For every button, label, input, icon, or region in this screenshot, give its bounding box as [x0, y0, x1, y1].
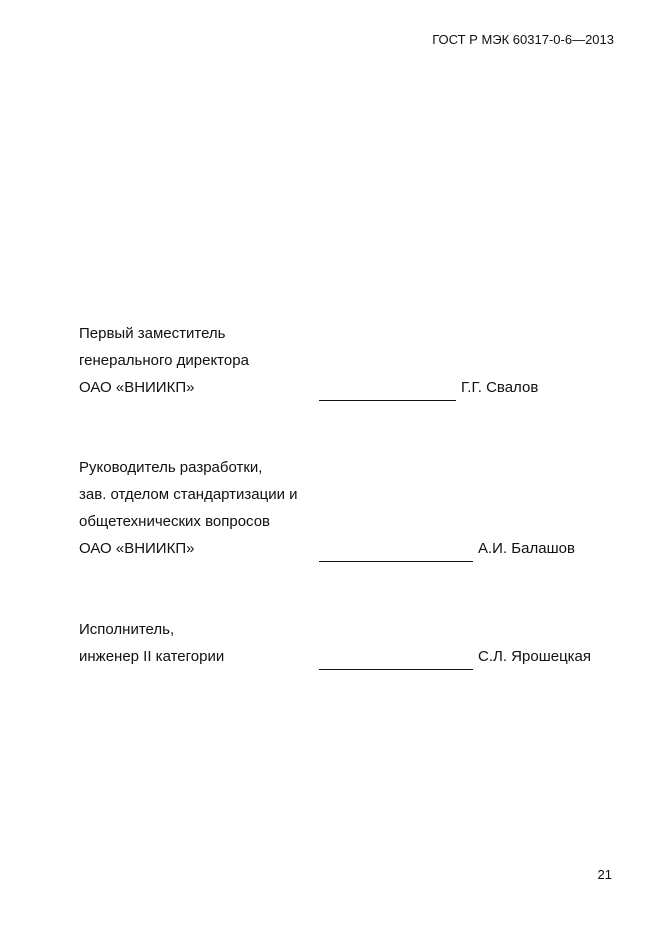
position-line: Исполнитель, [79, 621, 175, 638]
document-code: ГОСТ Р МЭК 60317-0-6—2013 [432, 32, 614, 47]
signature-block-1 [79, 320, 619, 401]
signatory-name: А.И. Балашов [478, 540, 575, 557]
position-line: Руководитель разработки, [79, 459, 263, 476]
signatory-name: Г.Г. Свалов [461, 379, 539, 396]
signature-line [319, 649, 473, 670]
organization-text: ОАО «ВНИИКП» [79, 540, 195, 557]
signature-row [319, 374, 538, 401]
position-line-with-signature [79, 643, 619, 670]
signature-block-3 [79, 616, 619, 670]
page-number: 21 [597, 867, 612, 882]
position-line: зав. отделом стандартизации и [79, 486, 298, 503]
signature-row [319, 643, 591, 670]
position-line: общетехнических вопросов [79, 513, 271, 530]
signature-block-2 [79, 454, 619, 562]
position-line: генерального директора [79, 352, 249, 369]
signature-line [319, 541, 473, 562]
signatory-name: С.Л. Ярошецкая [478, 648, 592, 665]
organization-text: ОАО «ВНИИКП» [79, 379, 195, 396]
signature-line [319, 380, 456, 401]
position-line-with-signature [79, 374, 619, 401]
position-line: Первый заместитель [79, 325, 226, 342]
position-line-with-signature [79, 535, 619, 562]
position-text: инженер II категории [79, 648, 225, 665]
signature-row [319, 535, 575, 562]
